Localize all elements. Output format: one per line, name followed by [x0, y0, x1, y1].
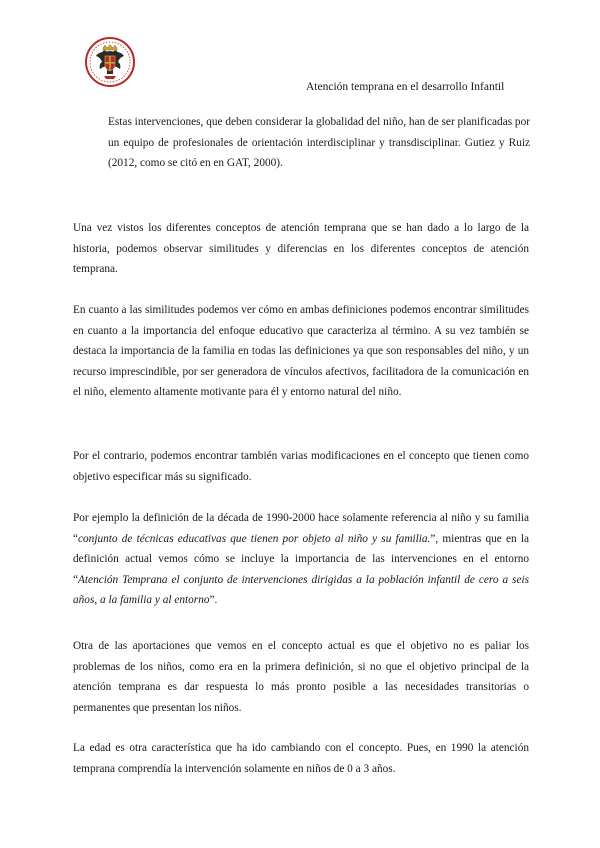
paragraph-5: Otra de las aportaciones que vemos en el concepto actual es que el objetivo no es paliar los problemas de los niños, como era en la primera definición, si no que el objetivo principal de la atención temprana es dar respuesta lo más pronto posible a las necesidades transitorias o permanentes que presentan los niños.	[73, 640, 529, 714]
paragraph-2: En cuanto a las similitudes podemos ver cómo en ambas definiciones podemos encontrar similitudes en cuanto a la importancia del enfoque educativo que caracteriza al término. A su vez también se destaca la importancia de la familia en todas las definiciones ya que son responsables del niño, y un recurso imprescindible, por ser generadora de vínculos afectivos, facilitadora de la comunicación en el niño, elemento altamente motivante para él y entorno natural del niño.	[73, 304, 529, 398]
block-quote: Estas intervenciones, que deben considerar la globalidad del niño, han de ser planificadas por un equipo de profesionales de orientación interdisciplinar y transdisciplinar. Gutiez y Ruiz (2012, como se citó en en GAT, 2000).	[108, 116, 530, 169]
paragraph-6: La edad es otra característica que ha ido cambiando con el concepto. Pues, en 1990 la atención temprana comprendía la intervención solamente en niños de 0 a 3 años.	[73, 742, 529, 775]
paragraph-4-quote-2: Atención Temprana el conjunto de intervenciones dirigidas a la población infantil de cero a seis años, a la familia y al entorno	[73, 573, 529, 606]
paragraph-1: Una vez vistos los diferentes conceptos de atención temprana que se han dado a lo largo de la historia, podemos observar similitudes y diferencias en los diferentes conceptos de atención temprana.	[73, 222, 529, 275]
header-title: Atención temprana en el desarrollo Infantil	[306, 81, 505, 93]
paragraph-4-text-3: ”.	[209, 594, 218, 606]
university-crest-logo	[84, 36, 136, 88]
paragraph-4-text-2: ”, mientras que en la definición actual vemos cómo se incluye la importancia de las intervenciones en el entorno “	[73, 532, 529, 586]
paragraph-4-quote-1: conjunto de técnicas educativas que tienen por objeto al niño y su familia.	[78, 532, 431, 545]
paragraph-3: Por el contrario, podemos encontrar también varias modificaciones en el concepto que tienen como objetivo especificar más su significado.	[73, 450, 529, 483]
paragraph-4	[73, 508, 529, 611]
paragraph-4-text-1: Por ejemplo la definición de la década de 1990-2000 hace solamente referencia al niño y su familia “	[73, 512, 529, 545]
